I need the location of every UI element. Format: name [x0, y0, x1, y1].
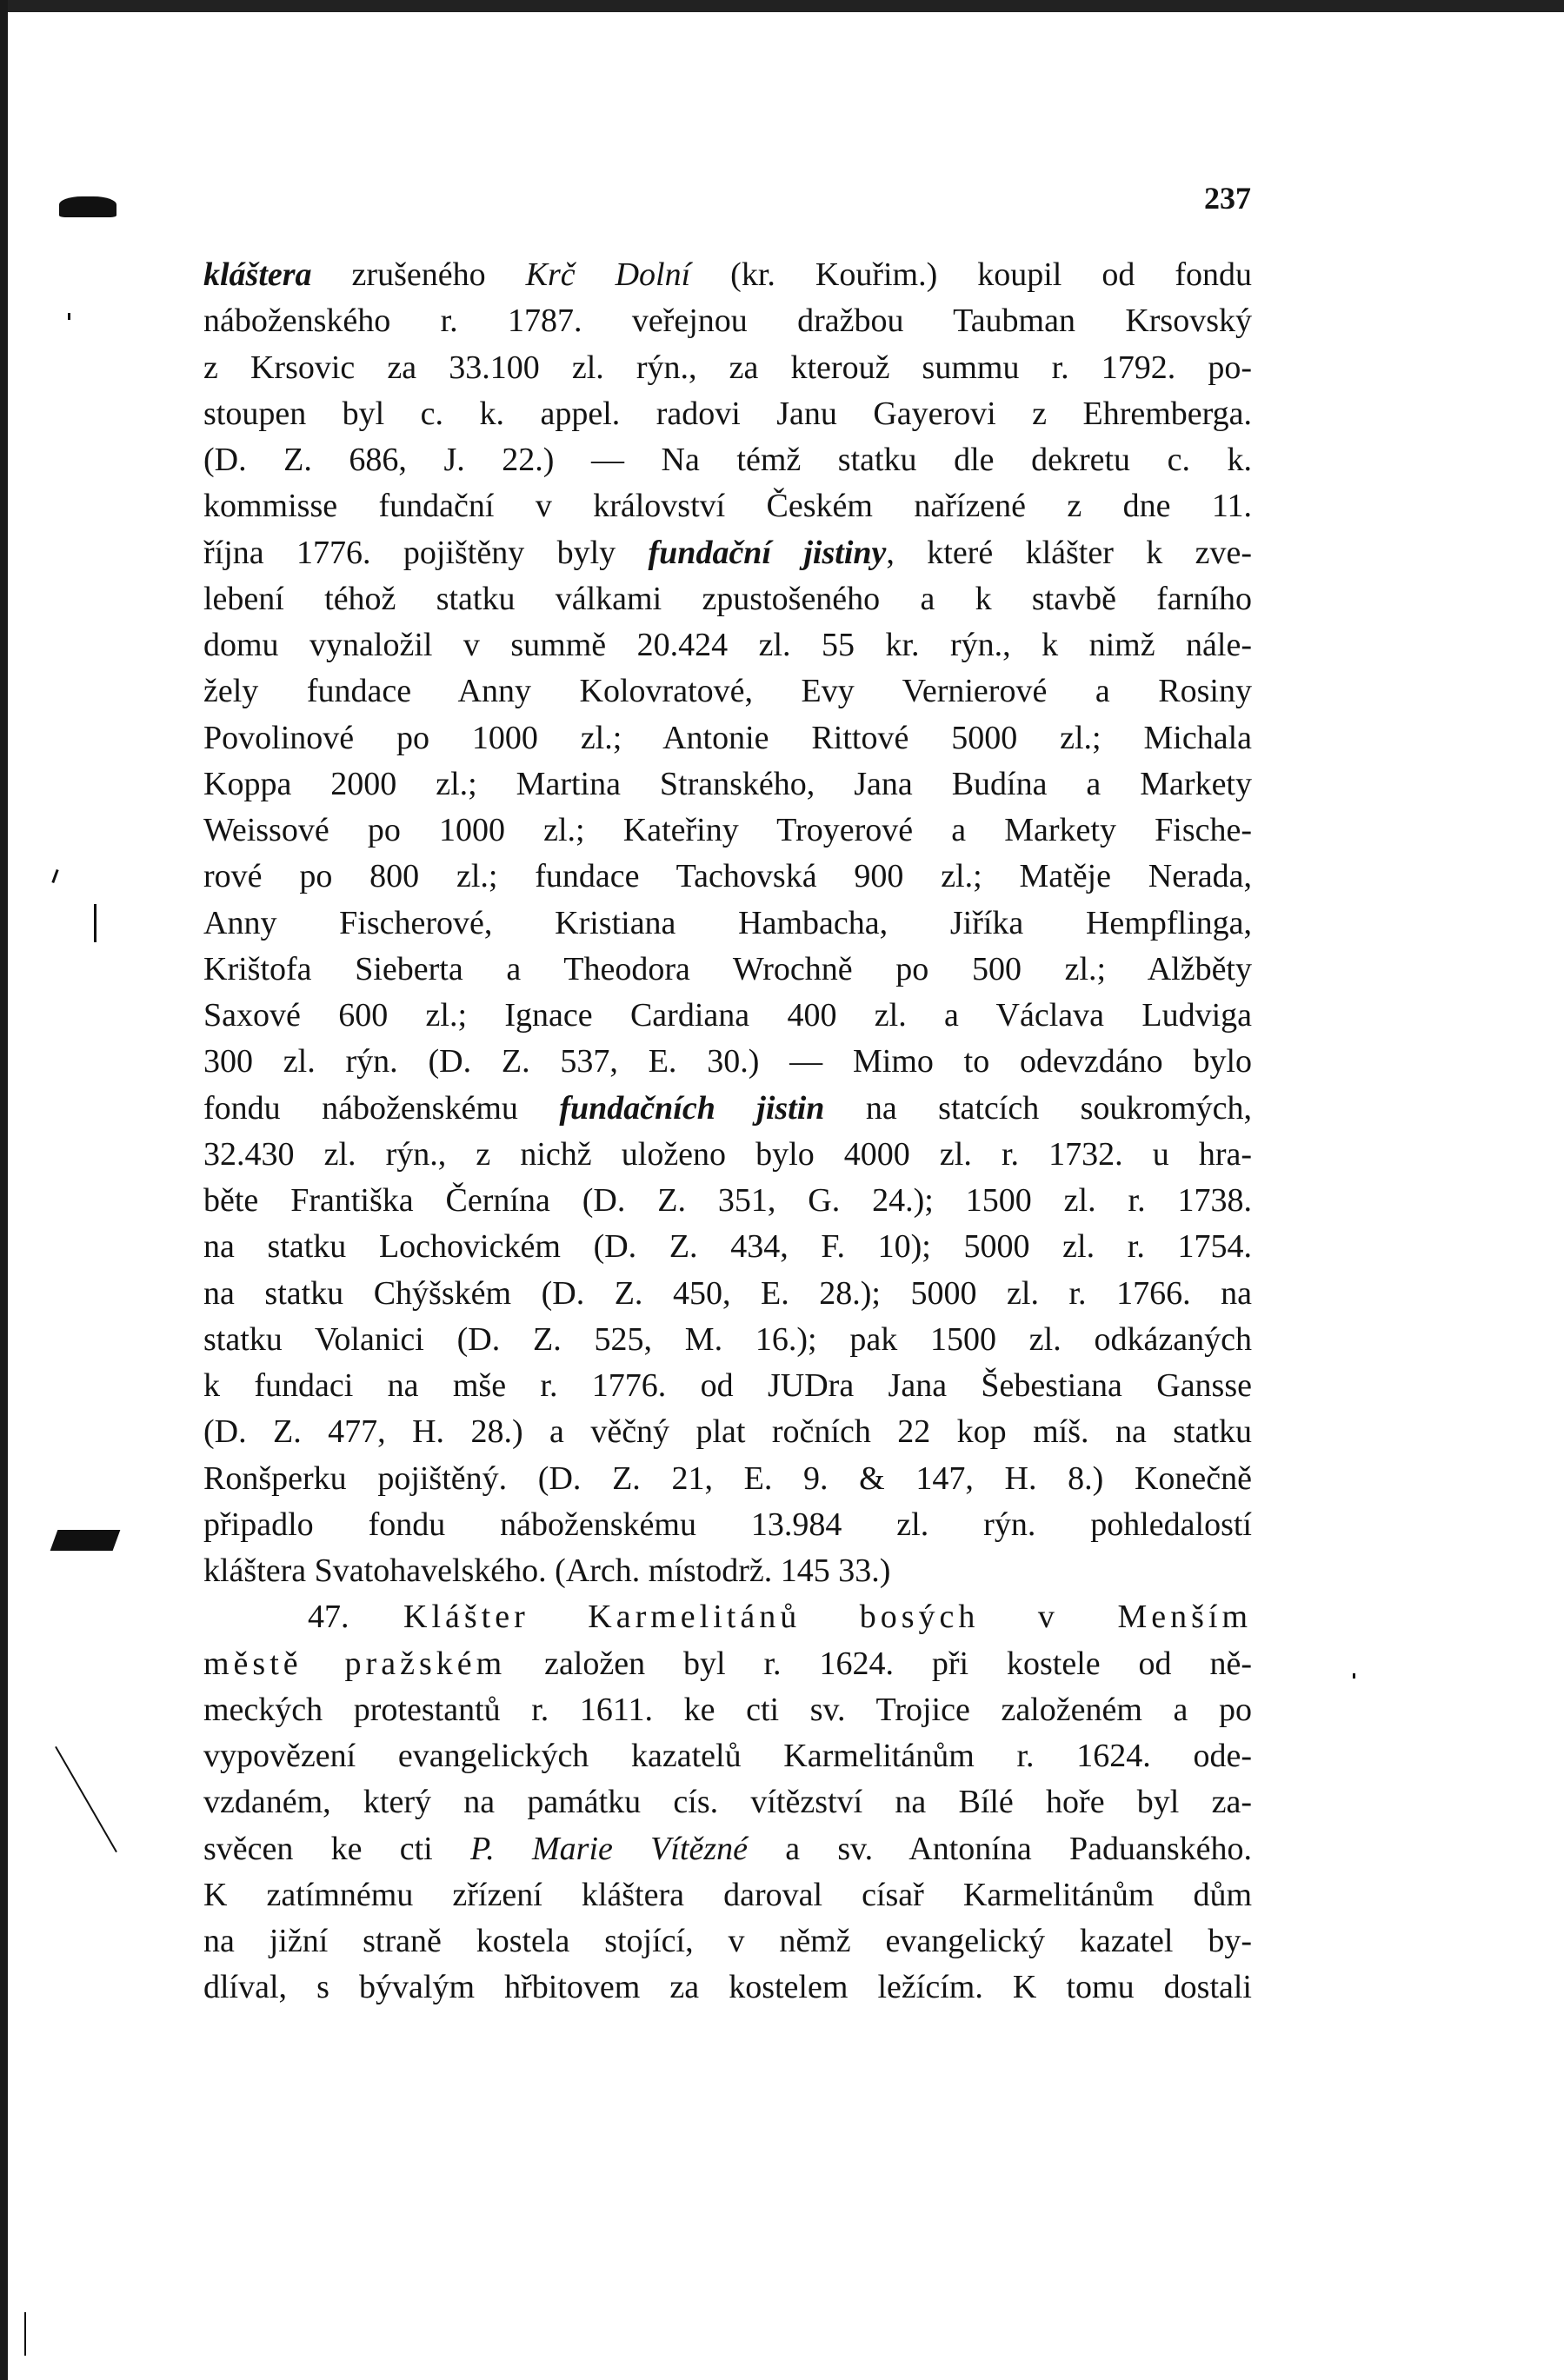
text-line	[203, 1733, 1252, 1779]
text-run: na statcích soukromých,	[824, 1089, 1252, 1127]
emphasized-text: P. Marie Vítězné	[469, 1830, 748, 1867]
body-text	[203, 252, 1252, 2011]
text-line	[203, 1039, 1252, 1085]
text-run: a sv. Antonína Paduanského.	[747, 1830, 1252, 1867]
text-run: Anny Fischerové, Kristiana Hambacha, Jiříka Hempflinga,	[203, 904, 1252, 941]
text-run: , které klášter k zve-	[886, 534, 1252, 571]
text-line	[203, 1548, 1252, 1594]
text-line	[203, 1594, 1252, 1640]
text-line	[203, 1502, 1252, 1548]
text-line	[203, 761, 1252, 808]
emphasized-text: Krč Dolní	[525, 256, 691, 293]
text-run: Koppa 2000 zl.; Martina Stranského, Jana Budína a Markety	[203, 765, 1252, 802]
text-line	[203, 345, 1252, 391]
text-line	[203, 1363, 1252, 1409]
text-run: fondu náboženskému	[203, 1089, 560, 1127]
text-line	[203, 576, 1252, 622]
text-run: rové po 800 zl.; fundace Tachovská 900 zl.; Matěje Nerada,	[203, 858, 1252, 895]
text-run: na statku Lochovickém (D. Z. 434, F. 10); 5000 zl. r. 1754.	[203, 1228, 1252, 1266]
text-run: založen byl r. 1624. při kostele od ně-	[506, 1645, 1252, 1682]
text-run: na jižní straně kostela stojící, v němž evangelický kazatel by-	[203, 1923, 1252, 1959]
margin-stroke-mark	[24, 2312, 26, 2356]
text-line	[203, 298, 1252, 344]
text-run: meckých protestantů r. 1611. ke cti sv. Trojice založeném a po	[203, 1691, 1252, 1728]
text-line	[203, 1178, 1252, 1224]
scan-left-edge	[0, 0, 8, 2380]
page-number: 237	[1204, 181, 1251, 216]
text-run: připadlo fondu náboženskému 13.984 zl. rýn. pohledalostí	[203, 1506, 1252, 1543]
text-line	[203, 437, 1252, 483]
text-line	[203, 530, 1252, 576]
text-line	[203, 1964, 1252, 2011]
scan-top-edge	[0, 0, 1564, 12]
text-run: dlíval, s bývalým hřbitovem za kostelem ležícím. K tomu dostali	[203, 1969, 1252, 2006]
text-line	[203, 1132, 1252, 1178]
text-line	[203, 1317, 1252, 1363]
text-run: statku Volanici (D. Z. 525, M. 16.); pak 1500 zl. odkázaných	[203, 1320, 1252, 1358]
text-run: kláštera Svatohavelského. (Arch. místodrž. 145 33.)	[203, 1552, 891, 1589]
text-line	[203, 252, 1252, 298]
text-line	[203, 901, 1252, 947]
text-line	[203, 1409, 1252, 1455]
text-line	[203, 1687, 1252, 1733]
text-run: žely fundace Anny Kolovratové, Evy Vernierové a Rosiny	[203, 673, 1252, 710]
text-run: Saxové 600 zl.; Ignace Cardiana 400 zl. a Václava Ludviga	[203, 997, 1252, 1034]
text-run: náboženského r. 1787. veřejnou dražbou Taubman Krsovský	[203, 302, 1252, 340]
text-run: K zatímnému zřízení kláštera daroval císař Karmelitánům dům	[203, 1876, 1252, 1913]
text-line	[203, 808, 1252, 854]
text-run: Ronšperku pojištěný. (D. Z. 21, E. 9. & 147, H. 8.) Konečně	[203, 1459, 1252, 1497]
text-line	[203, 947, 1252, 993]
emphasized-text: fundační jistiny	[648, 534, 887, 571]
ink-blot-mark	[50, 1530, 121, 1551]
text-run: stoupen byl c. k. appel. radovi Janu Gayerovi z Ehremberga.	[203, 395, 1252, 432]
spaced-heading-text: Klášter Karmelitánů bosých v Menším	[403, 1599, 1252, 1636]
text-run: zrušeného	[311, 256, 526, 293]
spaced-heading-text: městě pražském	[203, 1645, 507, 1682]
text-line	[203, 483, 1252, 529]
text-line	[203, 622, 1252, 668]
text-run: domu vynaložil v summě 20.424 zl. 55 kr. rýn., k nimž nále-	[203, 627, 1252, 663]
emphasized-text: kláštera	[203, 256, 312, 293]
text-line	[203, 854, 1252, 900]
text-run: (D. Z. 686, J. 22.) — Na témž statku dle dekretu c. k.	[203, 442, 1252, 478]
text-run: 32.430 zl. rýn., z nichž uloženo bylo 4000 zl. r. 1732. u hra-	[203, 1135, 1252, 1173]
text-line	[203, 1086, 1252, 1132]
text-run: 300 zl. rýn. (D. Z. 537, E. 30.) — Mimo to odevzdáno bylo	[203, 1043, 1252, 1080]
text-line	[203, 391, 1252, 437]
text-run: Povolinové po 1000 zl.; Antonie Rittové 5000 zl.; Michala	[203, 719, 1252, 756]
text-run: k fundaci na mše r. 1776. od JUDra Jana Šebestiana Gansse	[203, 1367, 1252, 1404]
text-run: na statku Chýšském (D. Z. 450, E. 28.); 5000 zl. r. 1766. na	[203, 1274, 1252, 1312]
text-run: Krištofa Sieberta a Theodora Wrochně po 500 zl.; Alžběty	[203, 950, 1252, 987]
text-line	[203, 1872, 1252, 1918]
text-line	[203, 1224, 1252, 1270]
text-run: vypovězení evangelických kazatelů Karmelitánům r. 1624. ode-	[203, 1738, 1252, 1774]
text-line	[203, 1918, 1252, 1964]
text-line	[203, 668, 1252, 715]
text-run: z Krsovic za 33.100 zl. rýn., za kterouž summu r. 1792. po-	[203, 349, 1252, 386]
text-line	[203, 1641, 1252, 1687]
text-run: 47.	[308, 1599, 404, 1636]
text-run: vzdaném, který na památku cís. vítězství na Bílé hoře byl za-	[203, 1784, 1252, 1821]
margin-speck	[51, 869, 58, 883]
margin-speck	[68, 313, 70, 320]
margin-stroke-mark	[55, 1746, 117, 1852]
text-run: kommisse fundační v království Českém nařízené z dne 11.	[203, 488, 1252, 525]
margin-tick-mark	[94, 904, 97, 942]
ink-blot-mark	[59, 196, 116, 217]
text-run: Weissové po 1000 zl.; Kateřiny Troyerové a Markety Fische-	[203, 812, 1252, 848]
text-run: svěcen ke cti	[203, 1830, 470, 1867]
text-line	[203, 993, 1252, 1039]
text-run: běte Františka Černína (D. Z. 351, G. 24.); 1500 zl. r. 1738.	[203, 1182, 1252, 1219]
text-line	[203, 1826, 1252, 1872]
text-run: (kr. Kouřim.) koupil od fondu	[690, 256, 1252, 293]
emphasized-text: fundačních jistin	[559, 1089, 825, 1127]
text-line	[203, 1456, 1252, 1502]
text-line	[203, 1779, 1252, 1825]
text-run: lebení téhož statku válkami zpustošeného a k stavbě farního	[203, 580, 1252, 617]
text-run: října 1776. pojištěny byly	[203, 534, 649, 571]
margin-speck	[1353, 1673, 1355, 1679]
text-line	[203, 715, 1252, 761]
text-line	[203, 1271, 1252, 1317]
text-run: (D. Z. 477, H. 28.) a věčný plat ročních 22 kop míš. na statku	[203, 1413, 1252, 1451]
